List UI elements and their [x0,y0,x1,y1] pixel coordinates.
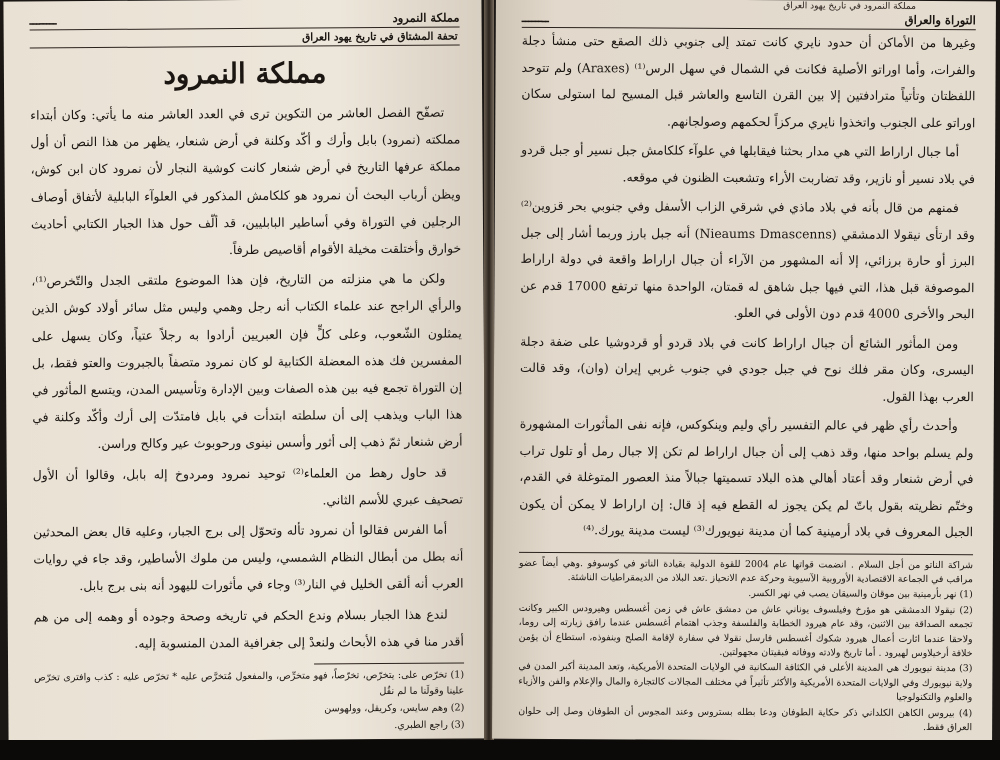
left-running-head-rule: ــــــــ [29,13,57,28]
left-footnote-3: (3) راجع الطبري. [394,719,465,732]
right-running-head-rule: ــــــــ [521,10,549,25]
right-page [492,0,996,741]
left-footnote-rule [314,663,464,665]
left-paragraph-2: ولكن ما هي منزلته من التاريخ، فإن هذا الموضوع ملتقى الجدل والتّخرص⁽¹⁾، والرأي الراجح عند علماء الكتاب أنه رجل وهمي وليس مثل سائر أولاد كوش الذين يمثلون الشّعوب، وعلى كلٍّ فإن العبريين أرادوا به رجلاً عتياً، وكان يسهل على المفسرين فك هذه المعضلة الكتابية لو كان نمرود متصفاً بالجبروت والعتو فقط، بل إن التوراة تجمع فيه بين هذه الصفات وبين الإدارة وتأسيس المدن، ويتسع المأثور في هذا الباب ويذهب إلى أن سلطته ابتدأت في بابل فامتدّت إلى أرك وأكّد وكلنة في أرض شنعار ثمّ ذهب إلى أثور وأسس نينوى ورحوبوث عير وكالح وراسن. [31,270,463,452]
right-footnote-1: (1) نهر بأرمينية بين موقان والسيقان يصب في نهر الكسر. [748,588,973,601]
right-footnote-2: (2) نيقولا الدمشقي هو مؤرخ وفيلسوف يوناني عاش من دمشق عاش في زمن أغسطس وهيرودس الكبير وكانت تجمعه الصداقة بين الاثنين، وقد عام هيرود الخطابة والفلسفة وجذب اهتمام أغسطس عندما رافق زيارته إلى روما، ولاحقا عندما اثارت أعمال هيرود شكوك أغسطس فارسل نقولا في سفارة لإقامة الصلح وبنفوذه، استطاع أن يؤمن خلافة أرخيلاوس لهيرود . أما تاريخ ولادته ووفاته فبقيتان مجهولتين. [518,602,973,660]
right-footnote-0: شراكة الناتو من أجل السلام . انضمت قواتها عام 2004 للقوة الدولية بقيادة الناتو في كوسوفو .وهي أيضاً عضو مراقب في الجماعة الاقتصادية الأوروبية الآسيوية وحركة عدم الانحياز .تعد البلاد من الديمقراطيات الناشئة. [518,557,974,586]
right-paragraph-3: فمنهم من قال بأنه في بلاد ماذي في شرقي الزاب الأسفل وفي جنوبي بحر قزوين⁽²⁾ وقد ارتأى نيقولا الدمشقي (Nieaums Dmascenns) أنه جبل بارز وربما أشار إلى جبل البرز أو حارة برزائي، إلا أنه المشهور من الآراء أن جبال اراراط واقعة في دولة اراراط الموصوفة قبل هذا، التي فيها جبل شاهق له قمتان، الواحدة منها ترتفع 17000 قدم عن البحر والأخرى 4000 قدم دون الأولى في العلو. [520,197,975,322]
right-top-strip: مملكة النمرود في تاريخ يهود العراق [783,1,916,12]
left-footnote-2: (2) وهم سايس، وكريقل، وولهوسن [324,702,465,715]
right-footnotes [518,556,973,735]
left-footnotes [34,668,464,737]
right-footnote-rule [519,551,973,554]
right-running-head-title: التوراة والعراق [904,12,976,28]
right-paragraph-1: وغيرها من الأماكن أن حدود نايري كانت تمتد إلى جنوبي ذلك الصقع حتى منشأ دجلة والفرات، وأما اوراتو الأصلية فكانت في الشمال في سهل الرس⁽¹⁾ (Araxes) ولم تتوحد اللفظتان وتأتياً مترادفتين إلا بين القرن التاسع والعاشر قبل المسيح لما استولى سكان اوراتو على الجنوب واتخذوا نايري مركزاً لحكمهم وصولجانهم. [521,32,976,130]
left-page [3,0,486,742]
left-paragraph-4: أما الفرس فقالوا أن نمرود تأله وتحوّل إلى برج الجبار، وعليه قال بعض المحدثين أنه بطل من أبطال النظام الشمسي، وليس من ملوك الأساطير، وقد جاء في روايات العرب أنه ألقى الخليل في النار⁽³⁾ وجاء في مأثورات لليهود أنه بنى برج بابل. [33,521,464,594]
left-book-title: تحفة المشتاق في تاريخ يهود العراق [30,27,460,48]
right-footnote-3: (3) مدينة نيويورك هي المدينة الأعلى في الكثافة السكانية في الولايات المتحدة الأمريكية، وتعد المدينة أكبر المدن في ولاية نيويورك وفي الولايات المتحدة الأمريكية والأكثر تأثيراً في مختلف المجالات كالتجارة والمال والإعلام والفن والأزياء والعلوم والتكنولوجيا [518,661,973,704]
chapter-title: مملكة النمرود [163,56,327,91]
bottom-dark-band [0,740,1000,760]
left-paragraph-1: تصفّح الفصل العاشر من التكوين ترى في العدد العاشر منه ما يأتي: وكان أبتداء مملكته (نمرود) بابل وأرك و أكّد وكلنة في أرض شنعار، يظهر من هذا النص أن أول مملكة عرفها التاريخ في أرض شنعار كانت كوشية النجار لأن نمرود كان ابن كوش، ويظن أرباب البحث أن نمرود هو كلكامش المذكور في العلوآء البابلية لأتفاق أوصاف الرجلين في التوراة وفي أساطير البابليين، قد ألّف حول هذا الجبار الكتابي أحاديث خوارق وأختلقت مخيلة الأقوام أقاصيص طرفاً. [30,104,462,258]
left-paragraph-3: قد حاول رهط من العلماء⁽²⁾ توحيد نمرود ومردوخ إله بابل، وقالوا أن الأول تصحيف عبري للأسم الثاني. [32,464,463,508]
right-footnote-4: (4) بيروس الكاهن الكلداني ذكر حكاية الطوفان ودعا بطله بستروس وعند المجوس أن الطوفان وصل إلى حلوان العراق فقط. [518,705,973,734]
right-paragraph-5: وأحدث رأي ظهر في عالم التفسير رأي وليم وينكوكس، فإنه نفى المأثورات المشهورة ولم يسلم بواحد منها، وقد ذهب إلى أن جبال اراراط لم تكن إلا جبال رمل أو تلول تراب في أرض شنعار وقد أعتاد أهالي هذه البلاد تسميتها جبالاً منذ العصور المتوغلة في القدم، وختّم نظريته بقول باتّ لم يكن يجوز له القطع فيه إذ قال: إن اراراط لا يمكن أن يكون الجبل المعروف في بلاد أرمينية كما أن مدينة نيويورك⁽³⁾ ليست مدينة يورك.⁽⁴⁾ [519,415,974,540]
left-running-head-title: مملكة النمرود [392,10,460,25]
left-paragraph-5: لندع هذا الجبار بسلام وندع الحكم في تاريخه وصحة وجوده أو وهمه إلى من هم أقدر منا في هذه الأبحاث ولنعدْ إلى جغرافية المدن المنسوبة إليه. [33,606,464,651]
right-paragraph-4: ومن المأثور الشائع أن جبال اراراط كانت في بلاد قردو أو قردوشيا على ضفة دجلة اليسرى، وكان مقر فلك نوح في جبل جودي في جنوب غربي إيران (وان)، وقد قالت العرب بهذا القول. [519,333,975,404]
right-paragraph-2: أما جبال اراراط التي هي مدار بحثنا فيقابلها في علوآء كلكامش جبل نسير أو جبل قردو في بلاد نسير أو نازير، وقد تضاربت الأراء وتشعبت الظنون في موقعه. [521,141,976,186]
left-footnote-1: (1) تخرّص على: يتخرّص، تخرّصاً، فهو متخرِّص، والمفعول مُتخرَّص عليه * تخرّص عليه : كذب وافترى تخرّص علينا وقولَنا ما لم نقُل [34,669,465,698]
